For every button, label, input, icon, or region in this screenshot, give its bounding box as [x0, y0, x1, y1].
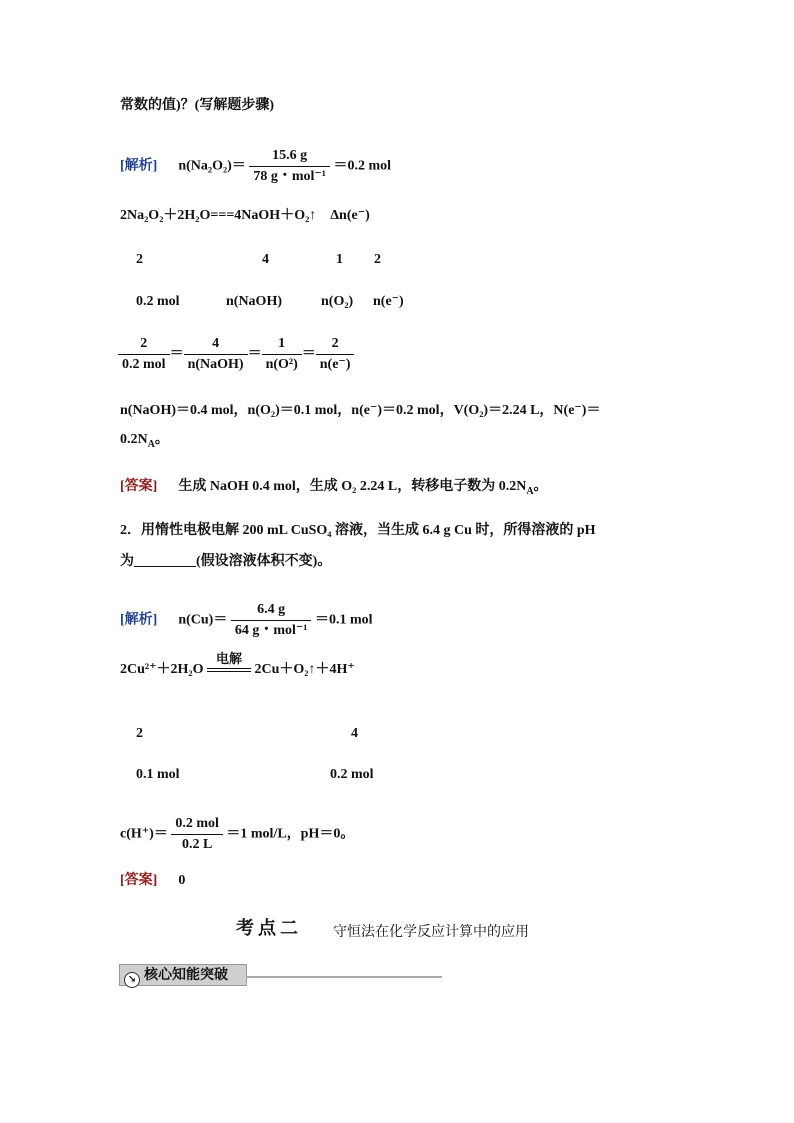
fraction [118, 334, 170, 375]
answer-text: 0 [178, 873, 186, 888]
reaction-condition-label: 电解 [215, 652, 242, 667]
equals-sign: ＝ [247, 346, 262, 362]
q2-answer [120, 872, 185, 890]
analysis-tag: [解析] [120, 612, 158, 628]
subscript: A [147, 438, 155, 450]
core-skills-banner [119, 964, 247, 986]
q1-quantity: n(NaOH) [226, 294, 282, 309]
answer-tag: [答案] [120, 479, 158, 494]
equals-sign: ＝ [301, 346, 316, 362]
fraction-denominator: 0.2 L [181, 837, 213, 852]
q2-quantity: 0.2 mol [330, 767, 374, 782]
fraction-denominator: 0.2 mol [122, 357, 166, 372]
q1-coefficient: 2 [374, 252, 381, 267]
result-value: 0.2N [120, 432, 148, 447]
q1-result-line: n(NaOH)＝0.4 mol，n(O₂)＝0.1 mol，n(e⁻)＝0.2 mol，V(O₂)＝2.24 L，N(e⁻)＝ [120, 403, 601, 418]
q1-coefficient: 4 [262, 252, 269, 267]
fraction-numerator: 2 [316, 334, 355, 355]
q2-coefficient: 4 [351, 726, 358, 741]
fraction-numerator: 1 [262, 334, 302, 355]
fraction [171, 814, 223, 855]
q1-quantity: 0.2 mol [136, 294, 180, 309]
stem-text: (假设溶液体积不变)。 [196, 554, 332, 569]
q2-reaction [120, 652, 355, 680]
analysis-tag: [解析] [120, 158, 158, 174]
fraction [316, 334, 355, 375]
q1-quantity: n(e⁻) [373, 294, 404, 309]
equation-lhs: n(Cu)＝ [178, 612, 228, 628]
section-label: 考点二 [236, 918, 302, 939]
fraction [231, 600, 312, 641]
q1-coefficient: 2 [136, 252, 143, 267]
equation-lhs: c(H⁺)＝ [120, 826, 168, 842]
answer-tag: [答案] [120, 873, 158, 888]
q1-answer [120, 478, 548, 496]
q2-stem-line: 2．用惰性电极电解 200 mL CuSO₄ 溶液，当生成 6.4 g Cu 时，所得溶液的 pH [120, 523, 596, 538]
q1-reaction: 2Na₂O₂＋2H₂O===4NaOH＋O₂↑ Δn(e⁻) [120, 208, 370, 223]
q1-coefficient: 1 [336, 252, 343, 267]
equation-rhs: ＝1 mol/L，pH＝0。 [226, 826, 355, 842]
equation-rhs: ＝0.2 mol [333, 158, 392, 174]
q1-analysis-equation [120, 146, 391, 187]
answer-text: 生成 NaOH 0.4 mol，生成 O₂ 2.24 L，转移电子数为 0.2N [178, 479, 527, 494]
stem-text: 为 [120, 554, 134, 569]
arrow-circle-icon: ↘ [124, 972, 140, 988]
punctuation: 。 [154, 432, 169, 447]
intro-line: 常数的值)？(写解题步骤) [120, 98, 274, 113]
fraction [184, 334, 248, 375]
equation-rhs: ＝0.1 mol [314, 612, 373, 628]
fraction [262, 334, 302, 375]
fraction-numerator: 2 [118, 334, 170, 355]
banner-text: 核心知能突破 [144, 967, 228, 983]
subscript: A [526, 485, 534, 497]
reaction-right: 2Cu＋O₂↑＋4H⁺ [254, 662, 355, 678]
q1-quantity: n(O₂) [321, 294, 354, 309]
q2-concentration [120, 814, 354, 855]
q1-proportion [118, 334, 354, 375]
q2-stem-line [120, 552, 331, 571]
section-title: 守恒法在化学反应计算中的应用 [333, 924, 529, 940]
fraction-denominator: 64 g・mol⁻¹ [234, 623, 308, 638]
q2-analysis-equation [120, 600, 373, 641]
reaction-double-bar [207, 668, 251, 672]
fraction-denominator: n(O²) [265, 357, 298, 372]
fraction-numerator: 4 [184, 334, 248, 355]
fraction-numerator: 0.2 mol [171, 814, 223, 835]
fraction-numerator: 6.4 g [231, 600, 312, 621]
reaction-condition [207, 652, 251, 672]
reaction-left: 2Cu²⁺＋2H₂O [120, 662, 204, 678]
fraction [249, 146, 330, 187]
q1-result-line [120, 431, 169, 449]
q2-quantity: 0.1 mol [136, 767, 180, 782]
punctuation: 。 [533, 479, 548, 494]
answer-blank [134, 552, 196, 567]
banner-rule [246, 976, 442, 978]
fraction-denominator: n(e⁻) [319, 357, 351, 372]
fraction-numerator: 15.6 g [249, 146, 330, 167]
equals-sign: ＝ [169, 346, 184, 362]
fraction-denominator: 78 g・mol⁻¹ [253, 169, 326, 184]
equation-lhs: n(Na₂O₂)＝ [178, 158, 246, 174]
q2-coefficient: 2 [136, 726, 143, 741]
fraction-denominator: n(NaOH) [187, 357, 244, 372]
